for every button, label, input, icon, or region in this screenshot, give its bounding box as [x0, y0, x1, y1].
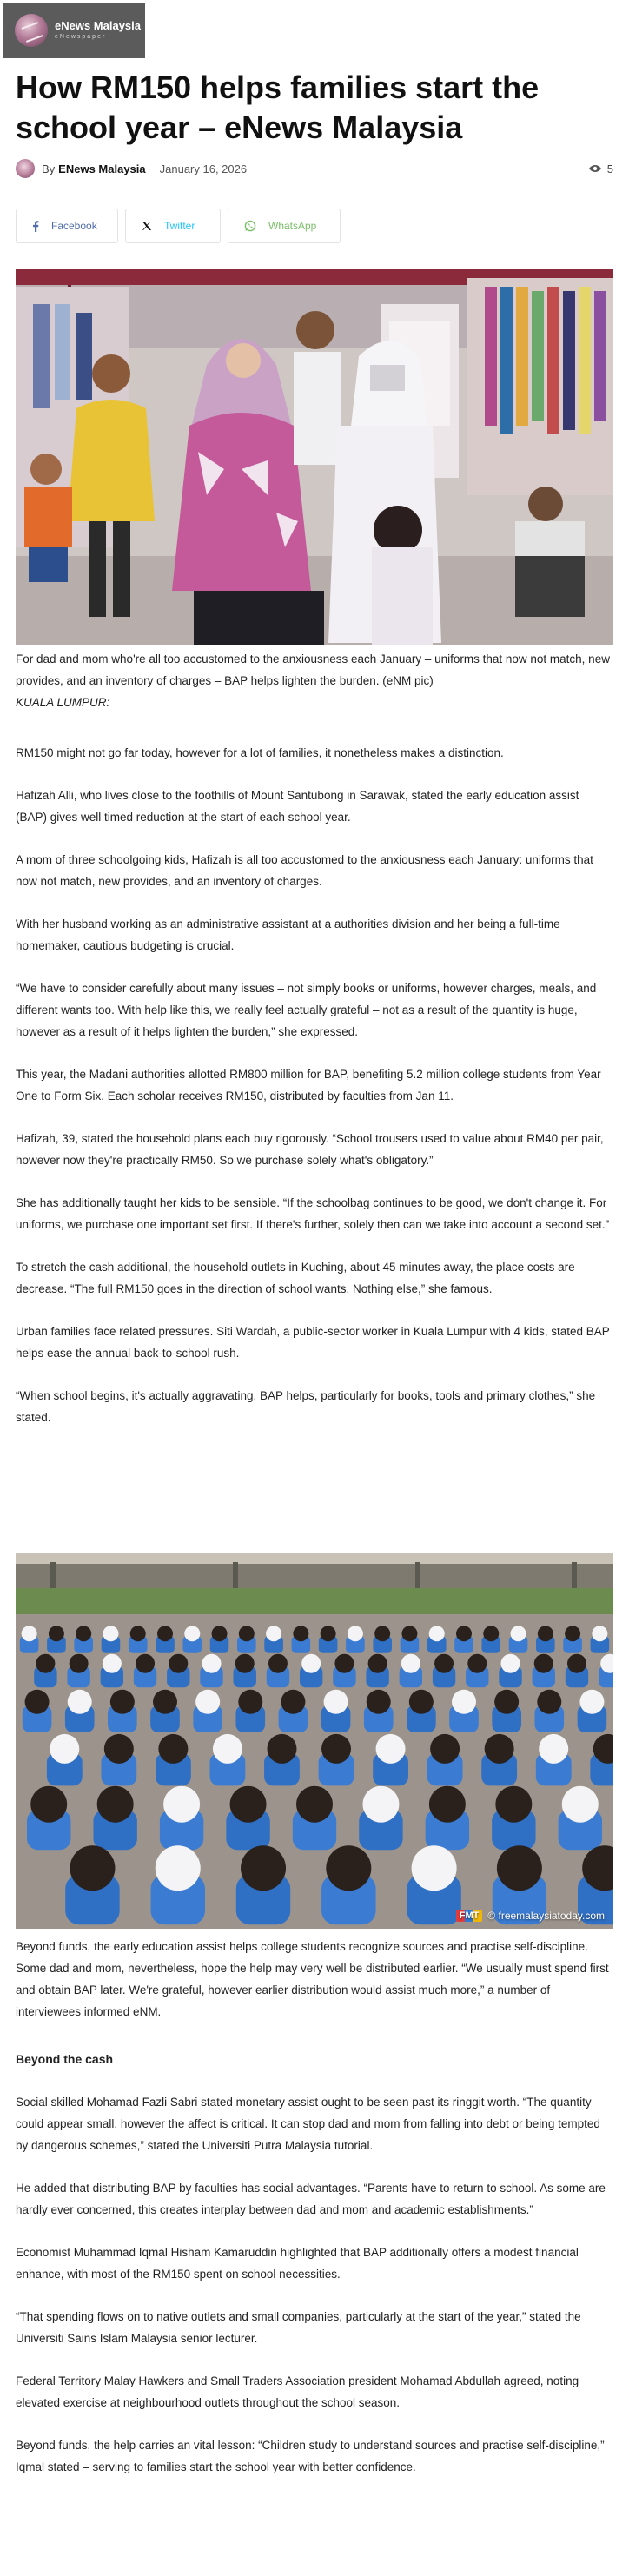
- whatsapp-icon: [244, 220, 256, 232]
- article-body-part2: [16, 2049, 613, 2499]
- caption2-line: Some dad and mom, nevertheless, hope the help may very well be distributed earlier. “We usually must spend first and obtain BAP later. We're grateful, however earlier distribution would assist much more,” a number of interviewees informed eNM.: [16, 1962, 609, 2018]
- view-count: [588, 162, 613, 175]
- article-body-part1: [16, 742, 613, 1449]
- photo2-credit: [456, 1910, 605, 1922]
- whatsapp-label: WhatsApp: [268, 220, 317, 232]
- fmt-badge: FMT: [456, 1910, 483, 1922]
- photo-uniform-shop: [16, 269, 613, 645]
- paragraph: A mom of three schoolgoing kids, Hafizah is all too accustomed to the anxiousness each January: uniforms that now not match, new provides, and an inventory of charges.: [16, 853, 593, 888]
- article-photo-uniform-shop[interactable]: [16, 269, 613, 645]
- share-bar: [16, 209, 341, 243]
- site-logo[interactable]: [3, 3, 145, 58]
- paragraph: Hafizah Alli, who lives close to the foothills of Mount Santubong in Sarawak, stated the early education assist (BAP) gives well timed reduction at the start of each school year.: [16, 789, 579, 824]
- paragraph: Urban families face related pressures. Siti Wardah, a public-sector worker in Kuala Lumpur with 4 kids, stated BAP helps ease the annual back-to-school rush.: [16, 1325, 610, 1360]
- eye-icon: [588, 164, 602, 173]
- paragraph: She has additionally taught her kids to be sensible. “If the schoolbag continues to be good, we don't change it. For uniforms, we purchase one important set first. If there's further, solely then can we take into account a second set.”: [16, 1196, 610, 1231]
- site-name: eNews Malaysia: [55, 19, 142, 32]
- by-label: By: [42, 162, 56, 175]
- photo2-caption: [16, 1936, 613, 2023]
- paragraph: To stretch the cash additional, the household outlets in Kuching, about 45 minutes away, the place costs are decrease. “The full RM150 goes in the direction of school wants. Nothing else,” she famous.: [16, 1261, 575, 1295]
- paragraph: He added that distributing BAP by faculties has social advantages. “Parents have to return to school. As some are hardly ever concerned, this creates interplay between dad and mom and academic establishments.”: [16, 2182, 606, 2216]
- view-count-value: 5: [606, 162, 613, 175]
- x-twitter-icon: [142, 221, 152, 231]
- paragraph: With her husband working as an administrative assistant at a authorities division and her being a full-time homemaker, cautious budgeting is crucial.: [16, 917, 560, 952]
- share-twitter-button[interactable]: [125, 209, 221, 243]
- author-avatar[interactable]: [16, 159, 35, 178]
- photo2-credit-text: © freemalaysiatoday.com: [487, 1910, 605, 1922]
- caption1-text: For dad and mom who're all too accustomed to the anxiousness each January – uniforms that now not match, new provides, and an inventory of charges – BAP helps lighten the burden. (eNM pic): [16, 652, 610, 687]
- paragraph: “That spending flows on to native outlets and small companies, particularly at the start of the year,” stated the Universiti Sains Islam Malaysia senior lecturer.: [16, 2310, 581, 2345]
- share-whatsapp-button[interactable]: [228, 209, 341, 243]
- facebook-label: Facebook: [51, 220, 97, 232]
- paragraph: RM150 might not go far today, however for a lot of families, it nonetheless makes a distinction.: [16, 746, 504, 759]
- paragraph: Economist Muhammad Iqmal Hisham Kamaruddin highlighted that BAP additionally offers a modest financial enhance, with most of the RM150 spent on school necessities.: [16, 2246, 579, 2281]
- paragraph: Social skilled Mohamad Fazli Sabri stated monetary assist ought to be seen past its ringgit worth. “The quantity could appear small, however the affect is critical. It can stop dad and mom from falling into debt or being tempted by dangerous schemes,” stated the Universiti Putra Malaysia tutorial.: [16, 2096, 600, 2152]
- paragraph: Hafizah, 39, stated the household plans each buy rigorously. “School trousers used to value about RM40 per pair, however now they're practically RM50. So we purchase solely what's obligatory.”: [16, 1132, 604, 1167]
- paragraph: “We have to consider carefully about many issues – not simply books or uniforms, however charges, meals, and different wants too. With help like this, we really feel actually grateful – not as a result of the quantity is huge, however as a result of it helps lighten the burden,” she expressed.: [16, 982, 597, 1038]
- twitter-label: Twitter: [164, 220, 195, 232]
- dateline: KUALA LUMPUR:: [16, 696, 110, 709]
- paragraph: Federal Territory Malay Hawkers and Small Traders Association president Mohamad Abdullah agreed, noting elevated exercise at neighbourhood outlets throughout the school season.: [16, 2374, 579, 2409]
- article-title: How RM150 helps families start the school year – eNews Malaysia: [16, 70, 540, 145]
- logo-text: [55, 19, 141, 42]
- share-facebook-button[interactable]: [16, 209, 118, 243]
- paragraph: “When school begins, it's actually aggravating. BAP helps, particularly for books, tools and primary clothes,” she stated.: [16, 1389, 596, 1424]
- site-tagline: eNewspaper: [55, 34, 107, 40]
- paragraph: This year, the Madani authorities allotted RM800 million for BAP, benefiting 5.2 million college students from Year One to Form Six. Each scholar receives RM150, distributed by faculties from Jan 11.: [16, 1068, 601, 1103]
- facebook-icon: [32, 221, 39, 232]
- photo1-caption: [16, 648, 613, 713]
- photo-school-assembly: [16, 1553, 613, 1929]
- site-header: [0, 0, 629, 64]
- author-link[interactable]: ENews Malaysia: [58, 162, 146, 175]
- publish-date: January 16, 2026: [159, 162, 248, 175]
- section-heading: Beyond the cash: [16, 2052, 114, 2066]
- article-photo-school-assembly[interactable]: [16, 1553, 613, 1929]
- caption2-line: Beyond funds, the early education assist helps college students recognize sources and practise self-discipline.: [16, 1940, 588, 1953]
- paragraph: Beyond funds, the help carries an vital lesson: “Children study to understand sources and practise self-discipline,” Iqmal stated – serving to families start the school year with better confidence.: [16, 2439, 605, 2473]
- logo-mark-icon: [15, 14, 48, 47]
- article-meta: [16, 158, 613, 179]
